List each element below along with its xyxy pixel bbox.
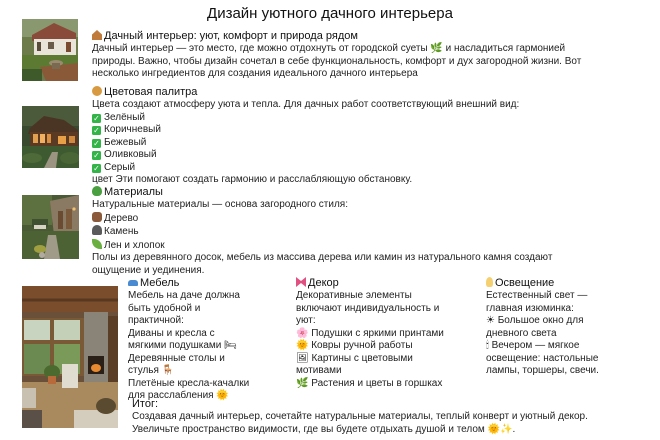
herb-icon bbox=[92, 239, 102, 249]
garden-patio-photo bbox=[22, 195, 79, 259]
furniture-section bbox=[128, 277, 249, 403]
materials-outro-line: Полы из деревянного досок, мебель из массива дерева или камин из натурального камня создают bbox=[92, 252, 553, 263]
intro-text-line: несколько ингредиентов для создания идеального дачного интерьера bbox=[92, 68, 418, 79]
page-title: Дизайн уютного дачного интерьера bbox=[207, 5, 453, 22]
check-mark-button-icon: ✓ bbox=[93, 151, 100, 160]
palette-item: ✓ Серый bbox=[93, 161, 136, 173]
furniture-line: Мебель на даче должна bbox=[128, 290, 240, 301]
decor-section bbox=[296, 277, 444, 390]
furniture-line: Плетёные кресла-качалки bbox=[128, 377, 250, 389]
lighting-line: освещение: настольные bbox=[486, 352, 599, 364]
summary-section bbox=[132, 398, 588, 436]
check-mark-button-icon: ✓ bbox=[93, 113, 100, 123]
wooden-house-photo bbox=[22, 106, 79, 168]
palette-outro: цвет Эти помогают создать гармонию и расслабляющую обстановку. bbox=[92, 174, 413, 185]
decor-line: 🖼 Картины с цветовыми bbox=[296, 352, 413, 364]
furniture-line: практичной: bbox=[128, 315, 184, 326]
furniture-line: стулья 🪑 bbox=[128, 365, 175, 376]
lighting-heading: Освещение bbox=[486, 277, 599, 290]
materials-heading: Материалы bbox=[92, 186, 552, 199]
check-mark-button-icon: ✓ bbox=[93, 163, 100, 173]
intro-section bbox=[92, 30, 581, 81]
living-room-fireplace-photo bbox=[22, 286, 118, 428]
furniture-line: Деревянные столы и bbox=[128, 352, 225, 364]
lighting-line: дневного света bbox=[486, 327, 557, 339]
couch-icon bbox=[128, 280, 138, 286]
furniture-line: мягкими подушками 🛏 bbox=[128, 340, 237, 351]
materials-section bbox=[92, 186, 552, 277]
lighting-line: ☀ Большое окно для bbox=[486, 315, 584, 326]
tree-icon bbox=[92, 186, 102, 196]
decor-heading: Декор bbox=[296, 277, 444, 290]
materials-item: Камень bbox=[92, 225, 552, 239]
decor-line: Декоративные элементы bbox=[296, 290, 412, 301]
palette-intro: Цвета создают атмосферу уюта и тепла. Для дачных работ соответствующий внешний вид: bbox=[92, 99, 520, 110]
palette-section bbox=[92, 86, 519, 187]
cottage-porch-photo bbox=[22, 19, 78, 81]
intro-text-line: Дачный интерьер — это место, где можно отдохнуть от городской суеты 🌿 и насладиться гармонией bbox=[92, 43, 566, 54]
check-mark-button-icon: ✓ bbox=[93, 126, 100, 135]
materials-item: Дерево bbox=[92, 212, 552, 226]
summary-line: Создавая дачный интерьер, сочетайте натуральные материалы, теплый конверт и уютный декор. bbox=[132, 411, 588, 422]
house-garden-icon bbox=[92, 30, 102, 40]
lighting-line: лампы, торшеры, свечи. bbox=[486, 365, 599, 376]
palette-heading: Цветовая палитра bbox=[92, 86, 519, 99]
decor-line: включают индивидуальность и bbox=[296, 302, 440, 314]
lighting-line: главная изюминка: bbox=[486, 302, 574, 314]
intro-heading: Дачный интерьер: уют, комфорт и природа рядом bbox=[92, 30, 581, 43]
lighting-line: Естественный свет — bbox=[486, 290, 588, 301]
intro-text-line: природы. Важно, чтобы дизайн сочетал в себе функциональность, комфорт и дух загородной жизни. Вот bbox=[92, 55, 582, 67]
lighting-section bbox=[486, 277, 599, 378]
decor-line: уют: bbox=[296, 315, 316, 326]
furniture-line: Диваны и кресла с bbox=[128, 327, 215, 339]
wood-icon bbox=[92, 212, 102, 222]
summary-heading: Итог: bbox=[132, 398, 159, 410]
furniture-line: быть удобной и bbox=[128, 302, 201, 314]
furniture-line: для расслабления 🌞 bbox=[128, 390, 229, 401]
palette-item: ✓ Коричневый bbox=[93, 124, 161, 135]
decor-line: мотивами bbox=[296, 365, 342, 376]
artist-palette-icon bbox=[92, 86, 102, 96]
materials-intro: Натуральные материалы — основа загородного стиля: bbox=[92, 199, 349, 210]
light-bulb-icon bbox=[486, 277, 493, 287]
decor-line: 🌸 Подушки с яркими принтами bbox=[296, 327, 444, 339]
summary-line: Увеличьте пространство видимости, где вы будете отдыхать душой и телом 🌞✨. bbox=[132, 423, 516, 435]
check-mark-button-icon: ✓ bbox=[93, 138, 100, 148]
decor-line: 🌿 Растения и цветы в горшках bbox=[296, 377, 443, 389]
ribbon-icon bbox=[296, 277, 306, 287]
furniture-heading: Мебель bbox=[128, 277, 249, 290]
palette-item: ✓ Зелёный bbox=[93, 111, 145, 123]
materials-outro-line: ощущение и уединения. bbox=[92, 264, 205, 276]
lighting-line: 🕯 Вечером — мягкое bbox=[486, 340, 580, 351]
decor-line: 🌞 Ковры ручной работы bbox=[296, 340, 413, 351]
palette-item: ✓ Бежевый bbox=[93, 136, 147, 148]
palette-item: ✓ Оливковый bbox=[93, 149, 157, 160]
materials-item: Лен и хлопок bbox=[92, 239, 552, 253]
rock-icon bbox=[92, 225, 102, 235]
